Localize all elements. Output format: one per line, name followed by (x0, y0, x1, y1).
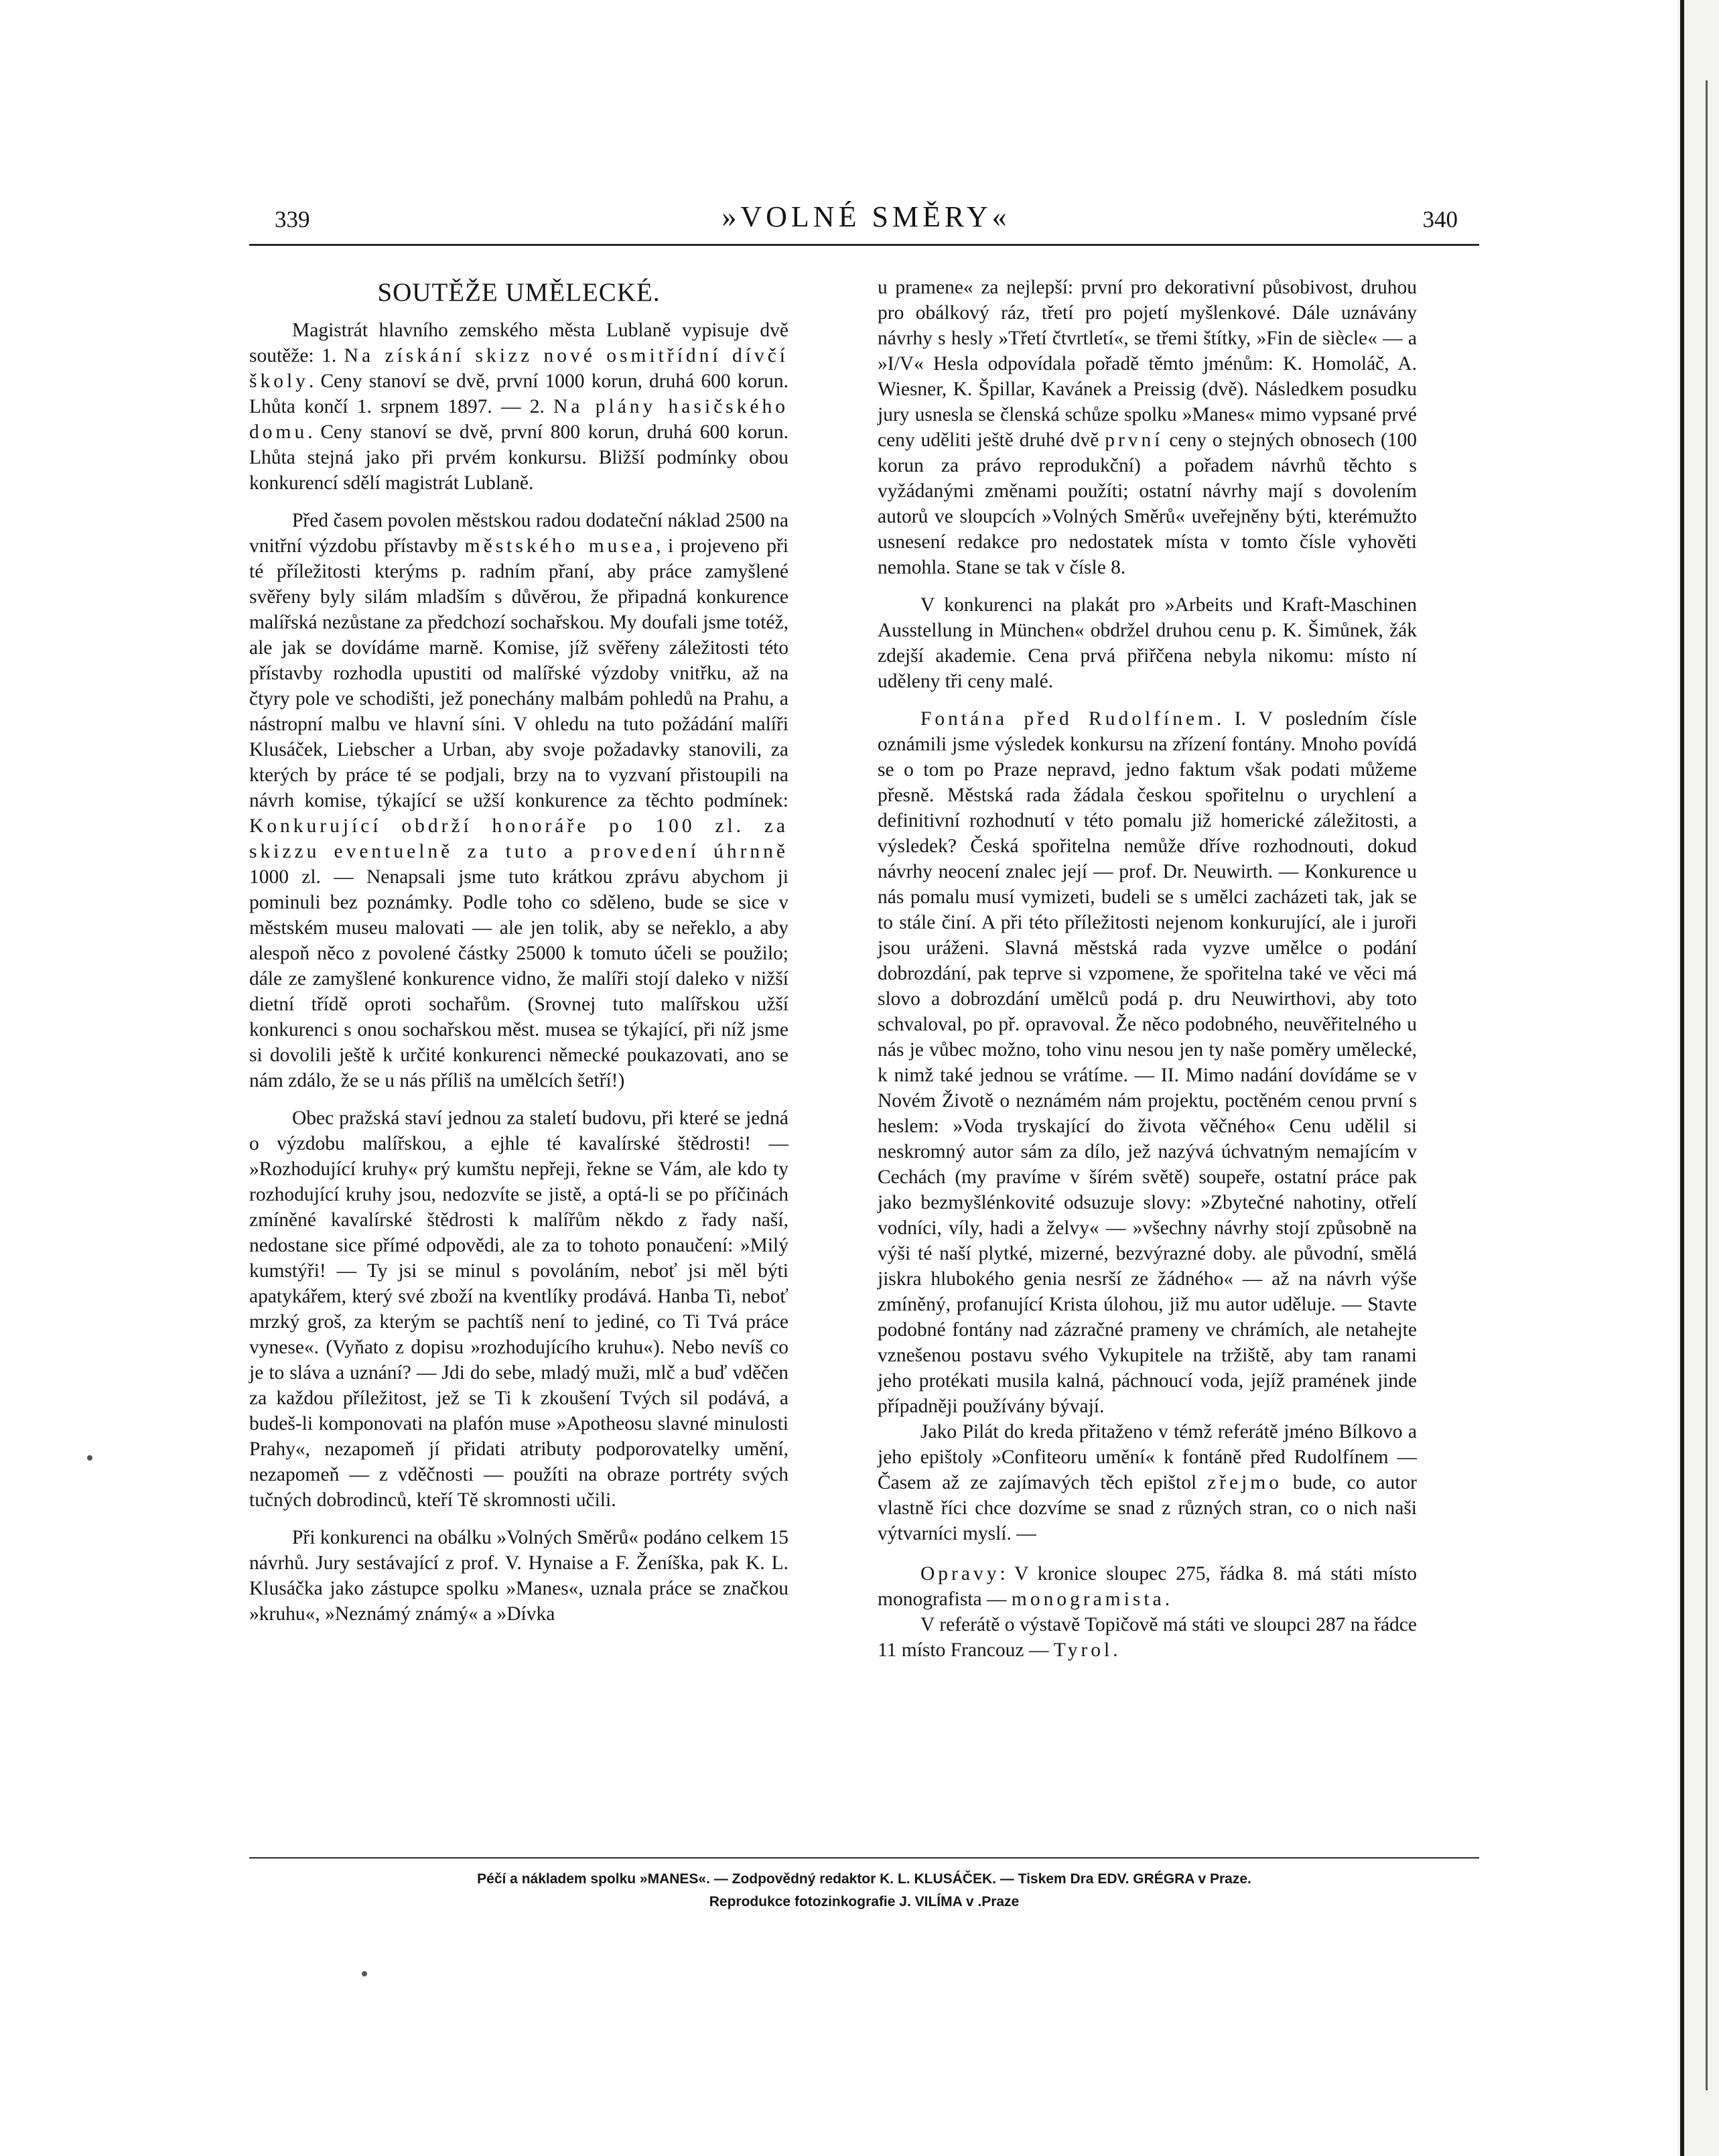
left-column (249, 275, 788, 1627)
paragraph-lublana: Magistrát hlavního zemského města Lublaně vypisuje dvě soutěže: 1. Na získání skizz nové osmitřídní dívčí školy. Ceny stanoví se dvě, první 1000 korun, druhá 600 korun. Lhůta končí 1. srpnem 1897. — 2. Na plány hasičského domu. Ceny stanoví se dvě, první 800 korun, druhá 600 korun. Lhůta stejná jako při prvém konkursu. Bližší podmínky obou konkurencí sdělí magistrát Lublaně. (249, 320, 789, 494)
imprint-line-2: Reprodukce fotozinkografie J. VILÍMA v .Praze (709, 1894, 1020, 1909)
binding-shadow (1680, 0, 1684, 2156)
print-speck (362, 1971, 367, 1976)
right-column (878, 275, 1417, 1663)
paragraph-bilek: Jako Pilát do kreda přitaženo v témž referátě jméno Bílkovo a jeho epištoly »Confiteoru umění« k fontáně před Rudolfínem — Časem až ze zajímavých těch epištol zřejmo bude, co autor vlastně říci chce dozvíme se snad z různých stran, co o nich naši výtvarníci myslí. — (878, 1421, 1417, 1544)
page-number-left: 339 (275, 206, 310, 232)
paragraph-fountain: Fontána před Rudolfínem. I. V posledním čísle oznámili jsme výsledek konkursu na zřízení fontány. Mnoho povídá se o tom po Praze nepravd, jedno faktum však podati můžeme přesně. Městská rada žádala českou spořitelnu o urychlení a definitivní rozhodnutí v této pomalu již homerické záležitosti, a výsledek? Česká spořitelna nemůže dříve rozhodnouti, dokud návrhy neocení znalec její — prof. Dr. Neuwirth. — Konkurence u nás pomalu musí vymizeti, budeli se s umělci zacházeti tak, jak se to stále činí. A při této příležitosti nejenom konkurující, ale i juroři jsou uráženi. Slavná městská rada vyzve umělce o podání dobrozdání, pak teprve si vzpomene, že spořitelna také ve věci má slovo a dobrozdání umělců podá p. dru Neuwirthovi, aby toto schvaloval, po př. opravoval. Že něco podobného, neuvěřitelného u nás je vůbec možno, toho vinu nesou jen ty naše poměry umělecké, k nimž také jednou se vrátíme. — II. Mimo nadání dovídáme se v Novém Životě o neznámém nám projektu, poctěném cenou první s heslem: »Voda tryskající do života věčného« Cenu udělil si neskromný autor sám za dílo, jež nazývá úchvatným nemajícím v Cechách (my pravíme v šírém světě) soupeře, ostatní práce pak jako bezmyšlénkovité odsuzuje slovy: »Zbytečné nahotiny, otřelí vodníci, víly, hadi a želvy« — »všechny návrhy stojí způsobně na výši té naší plytké, mizerné, bezvýrazné doby. ale původní, smělá jiskra hlubokého genia nesrší ze žádného« — až na návrh výše zmíněný, profanující Krista úlohou, již mu autor uděluje. — Stavte podobné fontány nad zázračné prameny ve chrámích, ale netahejte vznešenou postavu svého Vykupitele na tržiště, aby tam ranami jeho protékati musila kalná, páchnoucí voda, jejíž pramének jinde případněji používány bývají. (878, 708, 1417, 1417)
paragraph-prague-city: Obec pražská staví jednou za staletí budovu, při které se jedná o výzdobu malířskou, a ejhle té kavalírské štědrosti! — »Rozhodující kruhy« prý kumštu nepřeji, řekne se Vám, ale kdo ty rozhodující kruhy jsou, nedozvíte se jistě, a optá-li se po příčinách zmíněné kavalírské štědrosti k malířům někdo z řady naší, nedostane sice přímé odpovědi, ale za to tohoto ponaučení: »Milý kumstýři! — Ty jsi se minul s povoláním, neboť jsi měl býti apatykářem, který své zboží na kventlíky prodává. Hanba Ti, neboť mrzký groš, za kterým se pachtíš není to jediné, co Ti Tvá práce vynese«. (Vyňato z dopisu »rozhodujícího kruhu«). Nebo nevíš co je to sláva a uznání? — Jdi do sebe, mladý muži, mlč a buď vděčen za každou příležitost, jež se Ti k zkoušení Tvých sil podává, a budeš-li komponovati na plafón muse »Apotheosu slavné minulosti Prahy«, nezapomeň jí přidati atributy podporovatelky umění, nezapomeň — z vděčnosti — použíti na obraze portréty svých tučných dobrodinců, kteří Tě skromnosti učili. (249, 1107, 788, 1511)
print-speck (87, 1455, 92, 1461)
paragraph-museum: Před časem povolen městskou radou dodateční náklad 2500 na vnitřní výzdobu přístavby městského musea, i projeveno při té příležitosti kterýms p. radním přaní, aby práce zamyšlené svěřeny byly silám mladším s důvěrou, že připadná konkurence malířská nezůstane za předchozí sochařskou. My doufali jsme totéž, ale jak se dovídáme marně. Komise, jíž svěřeny záležitosti této přístavby rozhodla upustiti od malířské výzdoby vnitřku, až na čtyry pole ve schodišti, jež ponechány malbám pohledů na Prahu, a nástropní malbu ve hlavní síni. V ohledu na tuto požádání malíři Klusáček, Liebscher a Urban, aby svoje požadavky stanovili, za kterých by práce té se podjali, brzy na to vyzvaní přistoupili na návrh komise, týkající se užší konkurence za těchto podmínek: Konkurující obdrží honoráře po 100 zl. za skizzu eventuelně za tuto a provedení úhrnně 1000 zl. — Nenapsali jsme tuto krátkou zprávu abychom ji pominuli bez poznámky. Podle toho co sděleno, bude se sice v městském museu malovati — ale jen tolik, aby se neřeklo, a aby alespoň něco z povolené částky 25000 k tomuto účeli se použilo; dále ze zamyšlené konkurence vidno, že malíři stojí daleko v nižší dietní třídě oproti sochařům. (Srovnej tuto malířskou užší konkurenci s onou sochařskou měst. musea se týkající, při níž jsme si dovolili ještě k určité konkurenci německé poukazovati, ano se nám zdálo, že se u nás příliš na umělcích šetří!) (249, 510, 788, 1091)
paragraph-cover-competition: Při konkurenci na obálku »Volných Směrů« podáno celkem 15 návrhů. Jury sestávající z prof. V. Hynaise a F. Ženíška, pak K. L. Klusáčka jako zástupce spolku »Manes«, uznala práce se značkou »kruhu«, »Neznámý známý« a »Dívka (249, 1527, 788, 1625)
section-title: SOUTĚŽE UMĚLECKÉ. (377, 278, 661, 307)
corrections-line-2: V referátě o výstavě Topičově má státi ve sloupci 287 na řádce 11 místo Francouz — Tyrol. (878, 1614, 1417, 1661)
imprint (249, 1868, 1479, 1913)
paragraph-cover-results: u pramene« za nejlepší: první pro dekorativní působivost, druhou pro obálkový ráz, třetí pro pojetí myšlenkové. Dále uznávány návrhy s hesly »Třetí čtvrtletí«, se třemi štítky, »Fin de siècle« — a »I/V« Hesla odpovídala pořadě těmto jménům: K. Homoláč, A. Wiesner, K. Špillar, Kavánek a Preissig (dvě). Následkem posudku jury usnesla se členská schůze spolku »Manes« mimo vypsané prvé ceny uděliti ještě druhé dvě první ceny o stejných obnosech (100 korun za právo reprodukční) a pořadem návrhů těchto s vyžádanými změnami použíti; ostatní návrhy mají s dovolením autorů ve sloupcích »Volných Směrů« uveřejněny býti, kterémužto usnesení redakce pro nedostatek místa v tomto čísle vyhověti nemohla. Stane se tak v čísle 8. (878, 277, 1417, 578)
imprint-line-1: Péčí a nákladem spolku »MANES«. — Zodpovědný redaktor K. L. KLUSÁČEK. — Tiskem Dra EDV. GRÉGRA v Praze. (477, 1871, 1251, 1887)
journal-title: »VOLNÉ SMĚRY« (721, 200, 1011, 233)
footer-rule (249, 1857, 1479, 1859)
paragraph-poster-competition: V konkurenci na plakát pro »Arbeits und Kraft-Maschinen Ausstellung in München« obdržel druhou cenu p. K. Šimůnek, žák zdejší akademie. Cena prvá přiřčena nebyla nikomu: místo ní uděleny tři ceny malé. (878, 594, 1417, 692)
header-rule (249, 244, 1479, 246)
page-number-right: 340 (1422, 206, 1458, 232)
corrections-line-1: Opravy: V kronice sloupec 275, řádka 8. má státi místo monografista — monogramista. (878, 1563, 1417, 1610)
running-header (275, 200, 1458, 240)
binding-shadow-inner (1706, 80, 1708, 2090)
